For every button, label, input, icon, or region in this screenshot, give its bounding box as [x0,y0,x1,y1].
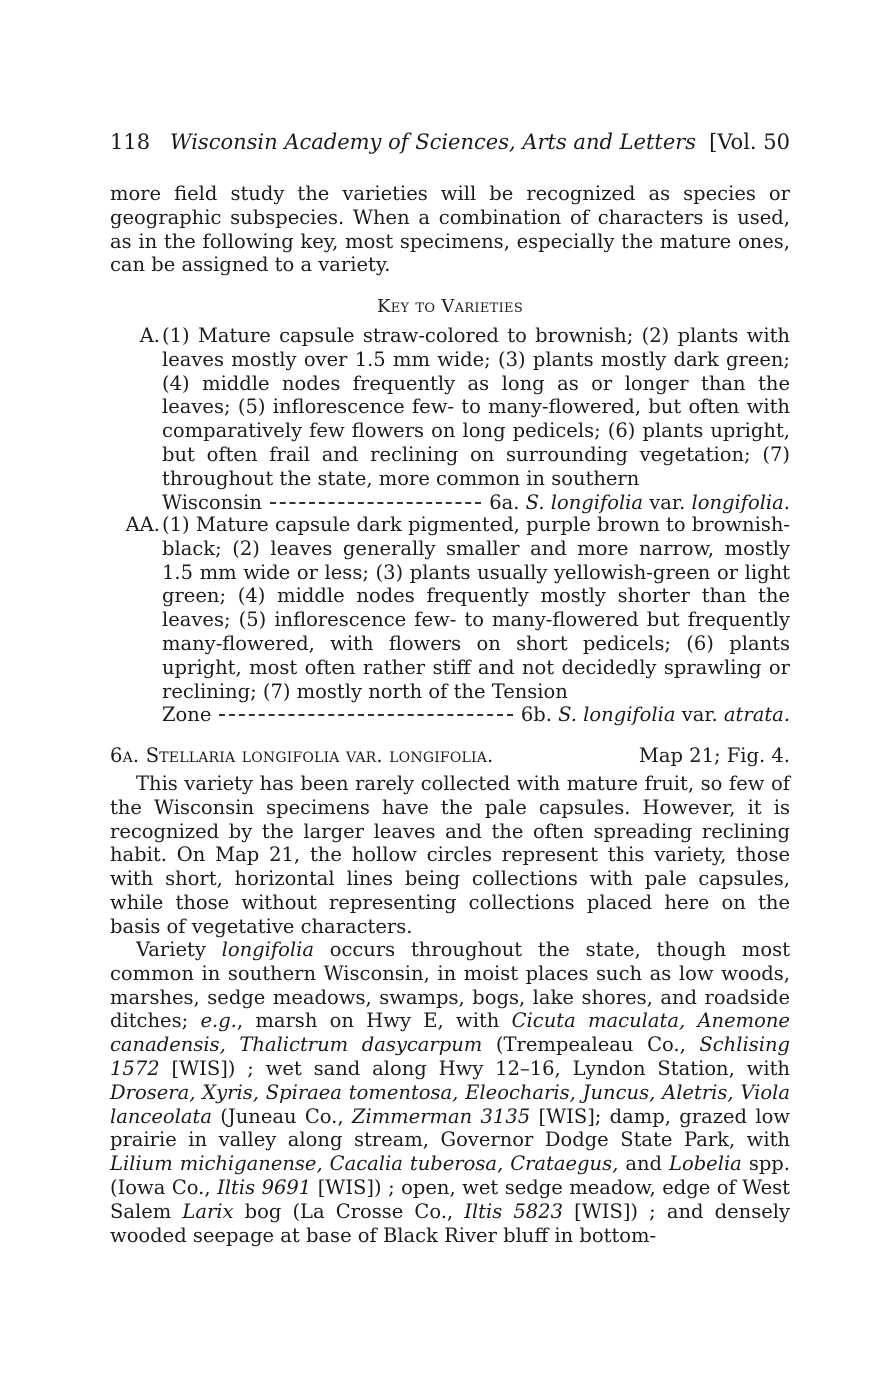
lead-label: AA. [125,513,160,536]
lead-label: A. [139,324,160,347]
dot-leader [270,502,481,504]
lead-final-line [162,703,790,727]
journal-title: Wisconsin Academy of Sciences, Arts and Letters [170,130,697,154]
lead-text: (1) Mature capsule dark pigmented, purple brown to brownish-black; (2) leaves generally smaller and more narrow, mostly 1.5 mm wide or less; (3) plants usually yellowish-green or light green; (4) middle nodes frequently mostly shorter than the leaves; (5) inflorescence few- to many-flowered but frequently many-flowered, with flowers on short pedicels; (6) plants upright, most often rather stiff and not decidedly sprawling or reclining; (7) mostly north of the Tension [162,513,790,703]
italic-term: Lilium michiganense, Cacalia tuberosa, Crataegus, [110,1152,619,1176]
lead-last-word: Zone [162,703,212,727]
lead-body [162,513,790,727]
result-epithet: atrata. [723,703,790,727]
taxon-heading [110,744,790,770]
italic-term: Cicuta maculata, Anemone canadensis, Thalictrum dasycarpum [110,1009,790,1057]
italic-term: Lobelia [669,1152,742,1176]
lead-result [521,703,790,727]
italic-term: Drosera, Xyris, Spiraea tomentosa, Eleocharis, Juncus, Aletris, Viola lanceolata [110,1080,790,1128]
volume-label: [Vol. 50 [709,130,790,154]
italic-term: Larix [182,1199,234,1223]
lead-text: (1) Mature capsule straw-colored to brownish; (2) plants with leaves mostly over 1.5 mm wide; (3) plants mostly dark green; (4) middle nodes frequently as long as or longer than the leaves; (5) inflorescence few- to many-flowered, but often with comparatively few flowers on long pedicels; (6) plants upright, but often frail and reclining on surrounding vegetation; (7) throughout the state, more common in southern [162,324,790,490]
italic-term: Iltis 9691 [217,1175,312,1199]
result-var: var. [649,490,686,514]
lead-last-word: Wisconsin [162,490,262,514]
italic-term: longifolia [221,938,314,961]
taxon-refs: Map 21; Fig. 4. [638,744,790,767]
italic-term: Iltis 5823 [464,1199,563,1223]
italic-term: Zimmerman 3135 [351,1104,531,1128]
lead-final-line [162,491,790,515]
taxon-name: 6a. Stellaria longifolia var. longifolia. [110,744,494,767]
result-epithet: longifolia. [691,490,790,514]
page-number: 118 [110,130,151,154]
key-heading-text: Key to Varieties [376,296,524,317]
body-paragraph-1: This variety has been rarely collected with mature fruit, so few of the Wisconsin specimens have the pale capsules. However, it is recognized by the larger leaves and the often spreading reclining habit. On Map 21, the hollow circles represent this variety, those with short, horizontal lines being collections with pale capsules, while those without representing collections placed here on the basis of vegetative characters. [110,772,790,938]
result-number: 6b. [520,703,552,727]
result-name: S. longifolia [525,490,644,514]
italic-term: e.g. [200,1009,237,1033]
key-heading [110,296,790,317]
intro-paragraph: more field study the varieties will be recognized as species or geographic subspecies. When a combination of characters is used, as in the following key, most specimens, especially the mature ones, can be assigned to a variety. [110,182,790,277]
result-var: var. [681,703,718,727]
dot-leader [219,714,512,716]
lead-body [162,324,790,514]
result-name: S. longifolia [558,703,676,727]
running-head [110,130,790,160]
lead-result [489,491,790,515]
italic-term: Schlising 1572 [110,1033,791,1080]
result-number: 6a. [489,490,520,514]
body-paragraph-2: Variety longifolia occurs throughout the state, though most common in southern Wisconsin, in moist places such as low woods, marshes, sedge meadows, swamps, bogs, lake shores, and roadside ditches; e.g., marsh on Hwy E, with Cicuta maculata, Anemone canadensis, Thalictrum dasycarpum (Trempealeau Co., Schlising 1572 [WIS]) ; wet sand along Hwy 12–16, Lyndon Station, with Drosera, Xyris, Spiraea tomentosa, Eleocharis, Juncus, Aletris, Viola lanceolata (Juneau Co., Zimmerman 3135 [WIS]; damp, grazed low prairie in valley along stream, Governor Dodge State Park, with Lilium michiganense, Cacalia tuberosa, Crataegus, and Lobelia spp. (Iowa Co., Iltis 9691 [WIS]) ; open, wet sedge meadow, edge of West Salem Larix bog (La Crosse Co., Iltis 5823 [WIS]) ; and densely wooded seepage at base of Black River bluff in bottom- [110,938,791,1247]
